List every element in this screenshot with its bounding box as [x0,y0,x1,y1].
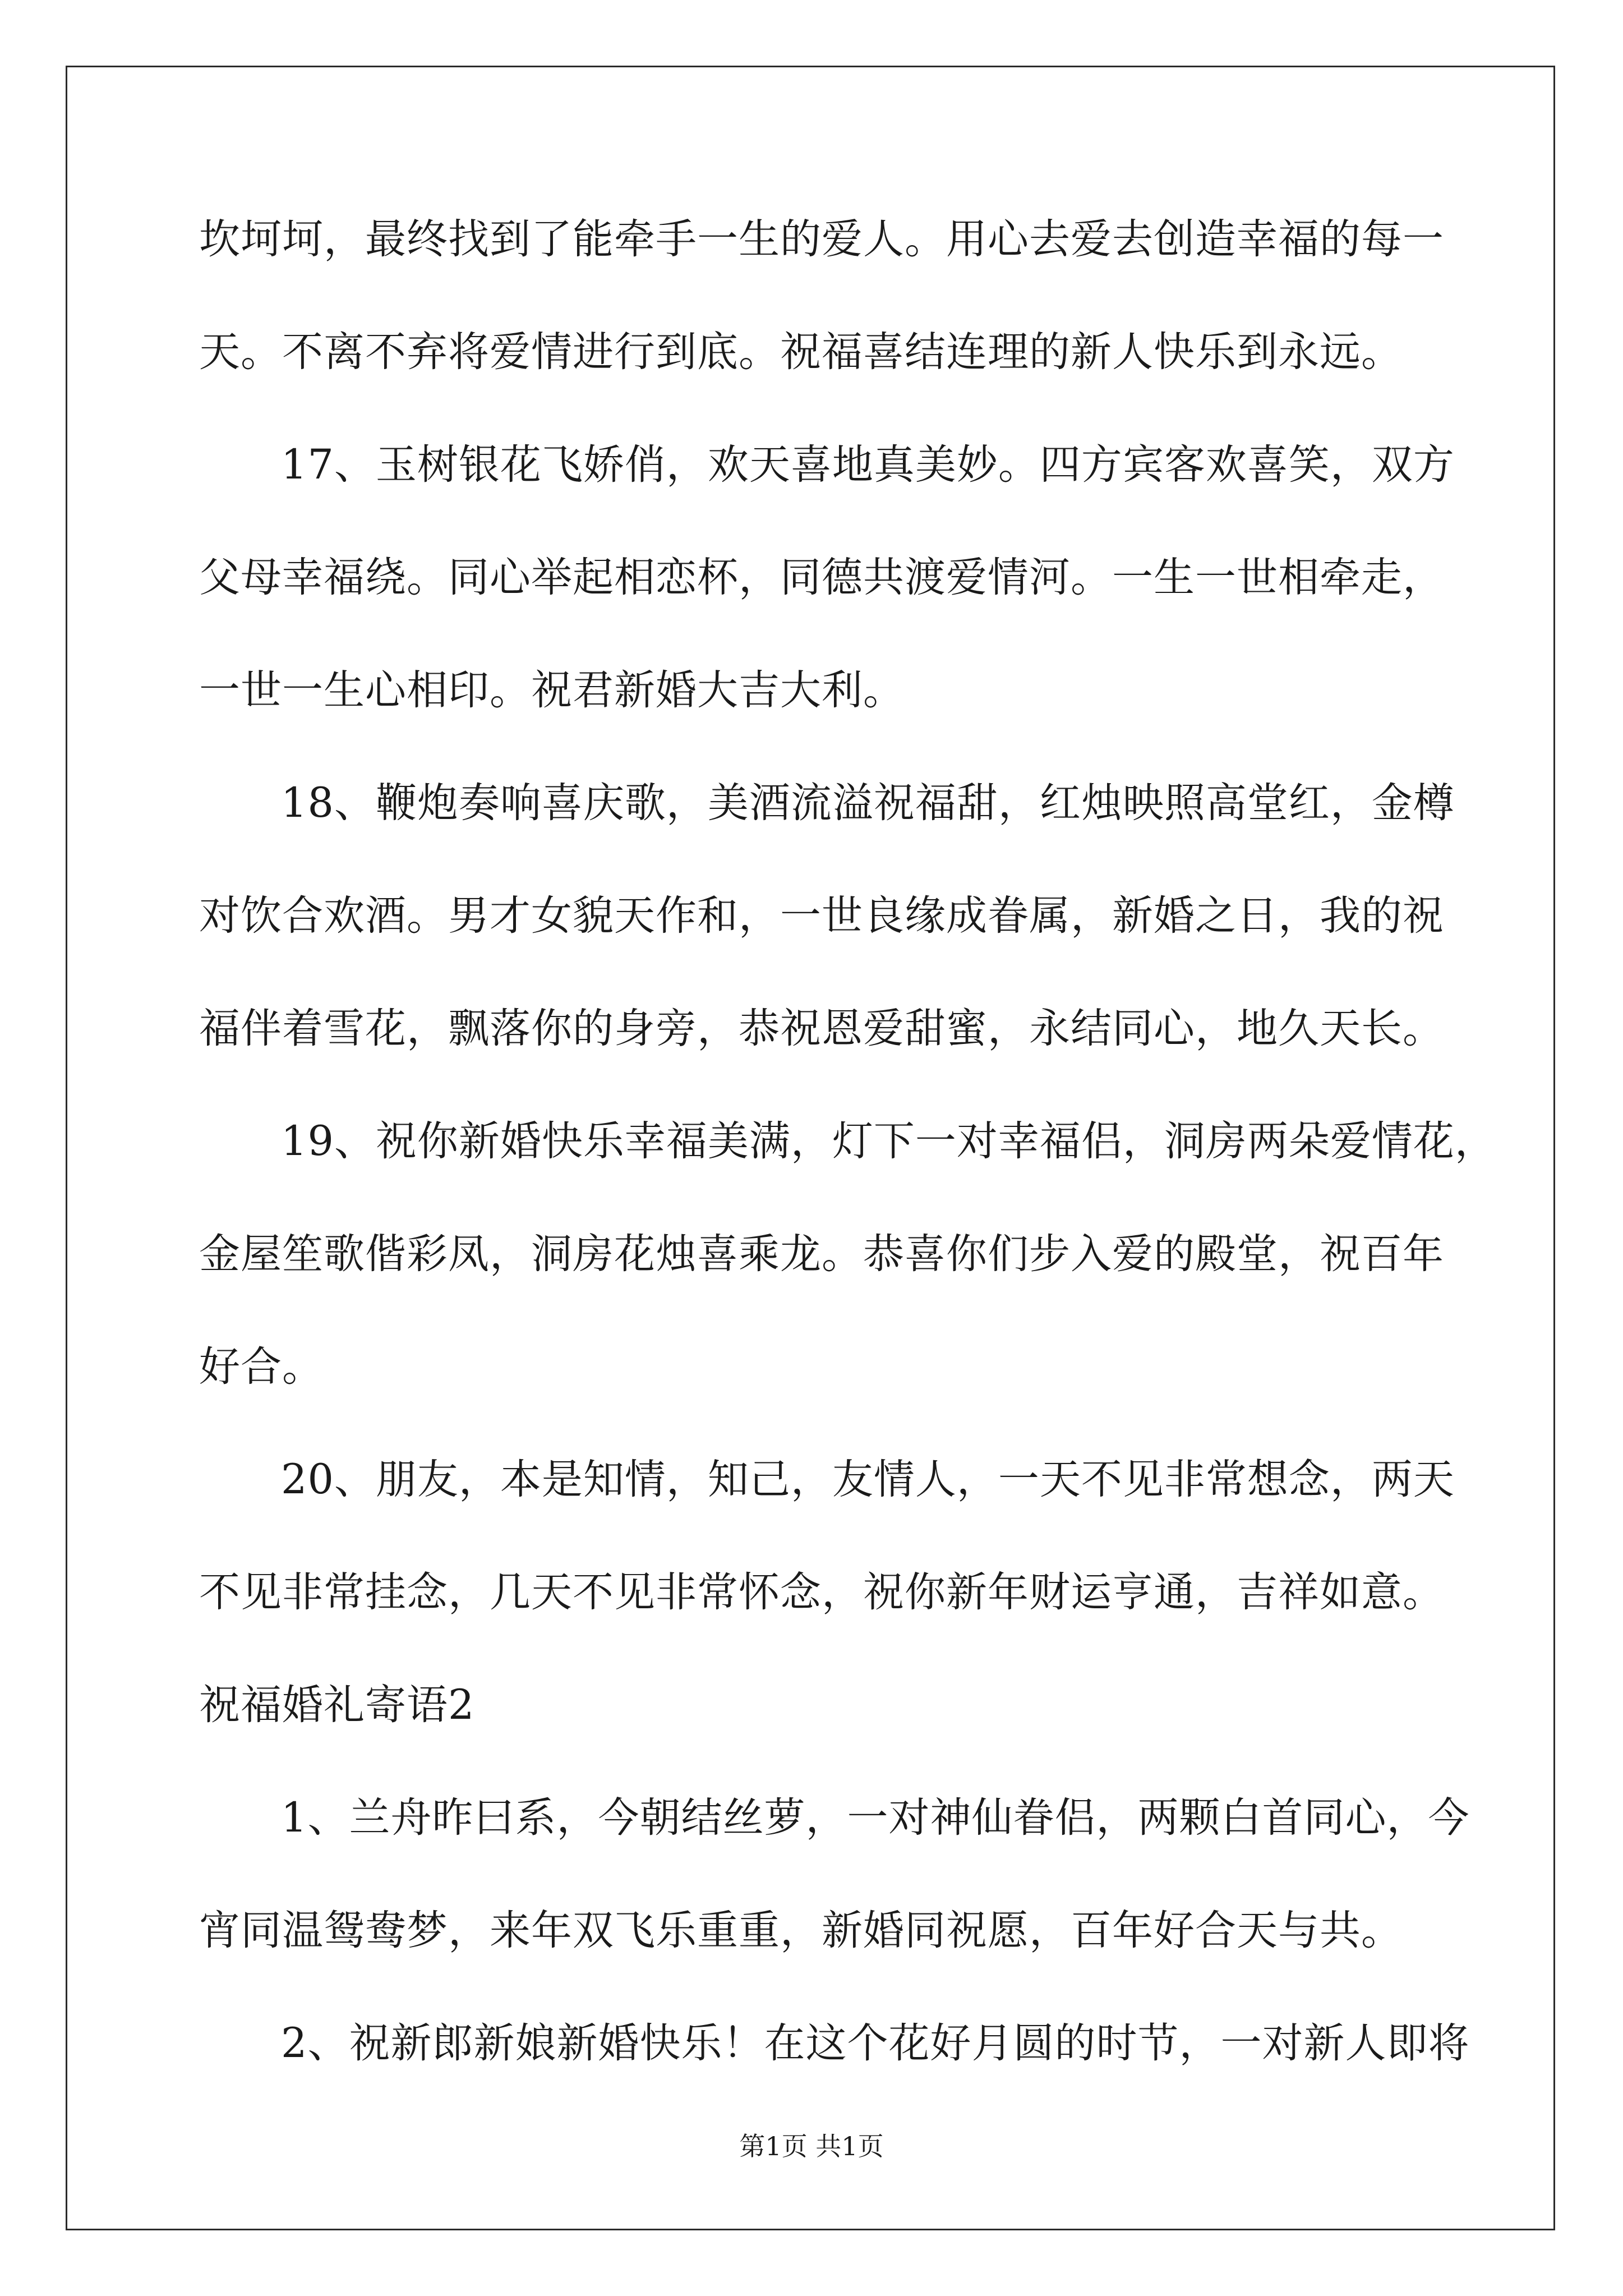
document-body [199,211,1496,2128]
text-line-6: 18、鞭炮奏响喜庆歌，美酒流溢祝福甜，红烛映照高堂红，金樽 [281,779,1455,827]
section-heading: 祝福婚礼寄语2 [199,1681,475,1729]
text-line-10: 金屋笙歌偕彩凤，洞房花烛喜乘龙。恭喜你们步入爱的殿堂，祝百年 [199,1230,1444,1278]
text-line-8: 福伴着雪花，飘落你的身旁，恭祝恩爱甜蜜，永结同心，地久天长。 [199,1005,1444,1052]
text-line-9: 19、祝你新婚快乐幸福美满，灯下一对幸福侣，洞房两朵爱情花， [281,1117,1496,1165]
text-line-13: 不见非常挂念，几天不见非常怀念，祝你新年财运亨通，吉祥如意。 [199,1568,1444,1616]
text-line-12: 20、朋友，本是知情，知己，友情人，一天不见非常想念，两天 [281,1456,1455,1503]
text-line-11: 好合。 [199,1343,324,1391]
text-line-4: 父母幸福绕。同心举起相恋杯，同德共渡爱情河。一生一世相牵走， [199,554,1444,601]
text-line-1: 坎坷坷，最终找到了能牵手一生的爱人。用心去爱去创造幸福的每一 [199,215,1444,263]
text-line-5: 一世一生心相印。祝君新婚大吉大利。 [199,666,905,714]
text-line-15: 1、兰舟昨曰系，今朝结丝萝，一对神仙眷侣，两颗白首同心，今 [281,1794,1470,1842]
text-line-17: 2、祝新郎新娘新婚快乐！在这个花好月圆的时节，一对新人即将 [281,2019,1470,2067]
text-line-7: 对饮合欢酒。男才女貌天作和，一世良缘成眷属，新婚之日，我的祝 [199,892,1444,940]
page-footer: 第1页 共1页 [739,2131,884,2161]
text-line-3: 17、玉树银花飞娇俏，欢天喜地真美妙。四方宾客欢喜笑，双方 [281,441,1455,489]
text-line-2: 天。不离不弃将爱情进行到底。祝福喜结连理的新人快乐到永远。 [199,328,1403,376]
text-line-16: 宵同温鸳鸯梦，来年双飞乐重重，新婚同祝愿，百年好合天与共。 [199,1907,1403,1954]
